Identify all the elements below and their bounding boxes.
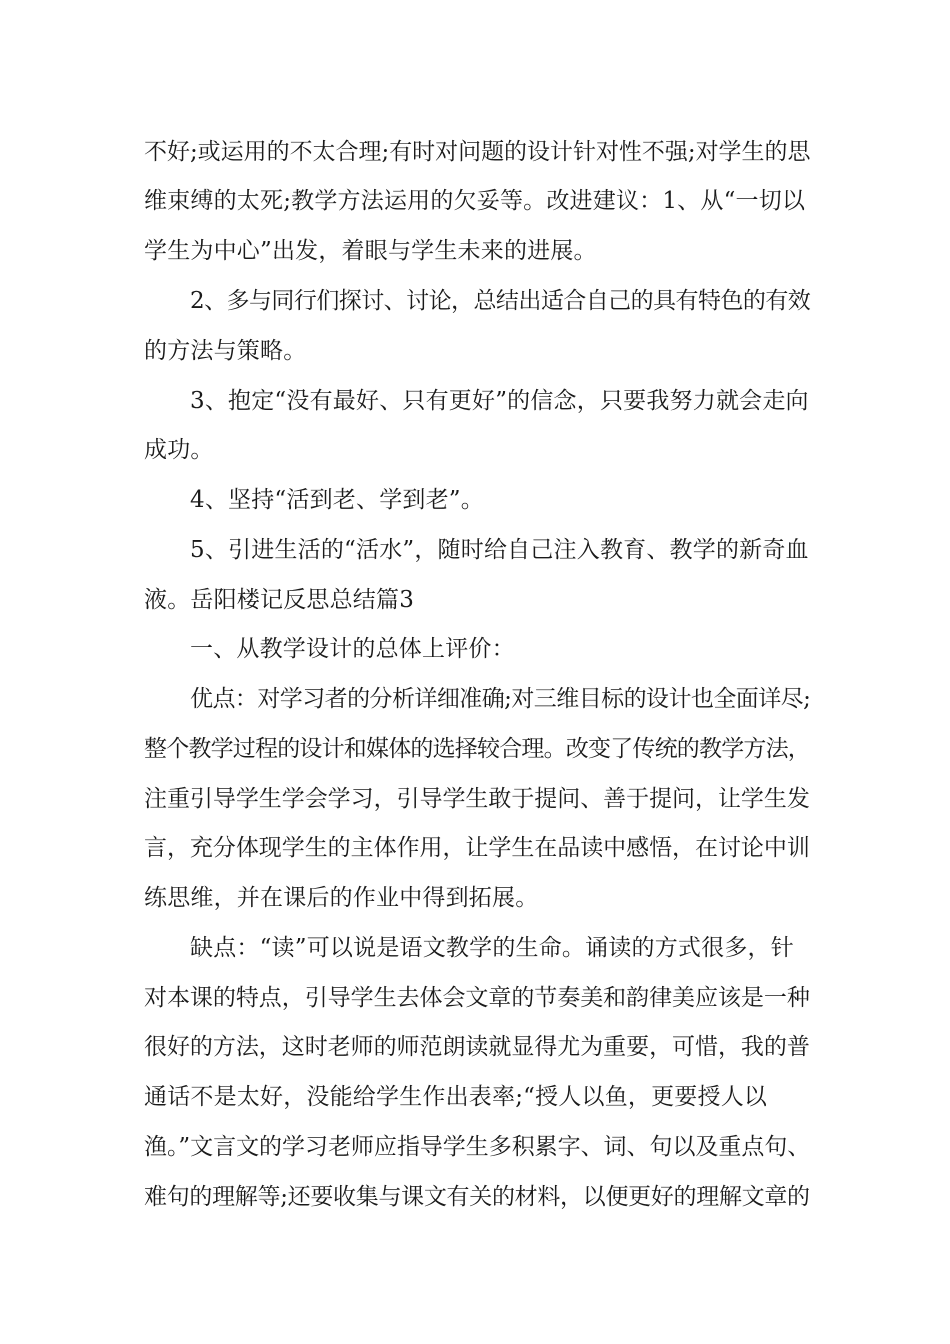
text-line: 渔。”文言文的学习老师应指导学生多积累字、词、句以及重点句、 [144, 1134, 811, 1160]
text-line: 液。岳阳楼记反思总结篇3 [144, 587, 415, 613]
text-line: 不好;或运用的不太合理;有时对问题的设计针对性不强;对学生的思 [144, 139, 811, 165]
text-line: 整个教学过程的设计和媒体的选择较合理。改变了传统的教学方法， [144, 736, 811, 762]
text-line: 2、多与同行们探讨、讨论，总结出适合自己的具有特色的有效 [190, 288, 811, 314]
text-line: 的方法与策略。 [144, 338, 307, 364]
text-line: 5、引进生活的“活水”，随时给自己注入教育、教学的新奇血 [190, 537, 809, 563]
text-line: 难句的理解等;还要收集与课文有关的材料，以便更好的理解文章的 [144, 1184, 810, 1210]
text-line: 缺点：“读”可以说是语文教学的生命。诵读的方式很多，针 [190, 935, 794, 961]
text-line: 通话不是太好，没能给学生作出表率;“授人以鱼，更要授人以 [144, 1084, 768, 1110]
text-line: 维束缚的太死;教学方法运用的欠妥等。改进建议：1、从“一切以 [144, 188, 806, 214]
text-line: 优点：对学习者的分析详细准确;对三维目标的设计也全面详尽; [190, 686, 811, 712]
text-line: 3、抱定“没有最好、只有更好”的信念，只要我努力就会走向 [190, 388, 809, 414]
text-line: 很好的方法，这时老师的师范朗读就显得尤为重要，可惜，我的普 [144, 1034, 810, 1060]
text-line: 一、从教学设计的总体上评价： [190, 636, 515, 662]
text-line: 言，充分体现学生的主体作用，让学生在品读中感悟，在讨论中训 [144, 835, 810, 861]
text-line: 成功。 [144, 437, 214, 463]
text-line: 对本课的特点，引导学生去体会文章的节奏美和韵律美应该是一种 [144, 985, 810, 1011]
text-line: 学生为中心”出发，着眼与学生未来的进展。 [144, 238, 597, 264]
text-line: 注重引导学生学会学习，引导学生敢于提问、善于提问，让学生发 [144, 786, 810, 812]
text-line: 4、坚持“活到老、学到老”。 [190, 487, 484, 513]
text-line: 练思维，并在课后的作业中得到拓展。 [144, 885, 539, 911]
